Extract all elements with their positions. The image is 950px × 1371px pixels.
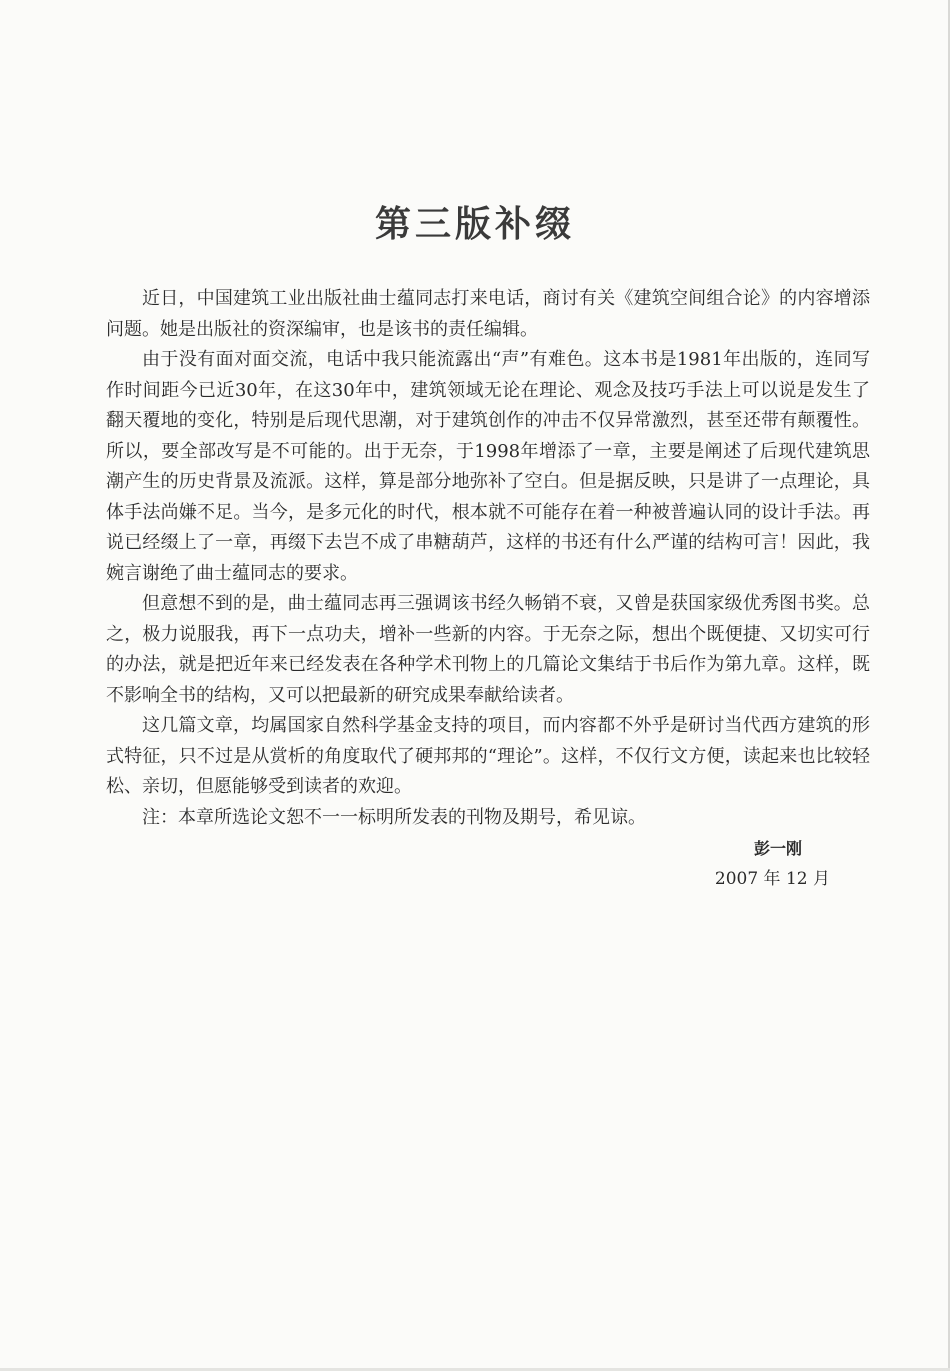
note-paragraph: 注：本章所选论文恕不一一标明所发表的刊物及期号，希见谅。 bbox=[142, 806, 646, 828]
page-title: 第三版补缀 bbox=[374, 204, 575, 245]
body-text bbox=[106, 284, 870, 833]
paragraph: 这几篇文章，均属国家自然科学基金支持的项目，而内容都不外乎是研讨当代西方建筑的形式特征，只不过是从赏析的角度取代了硬邦邦的“理论”。这样，不仅行文方便，读起来也比较轻松、亲切，但愿能够受到读者的欢迎。 bbox=[106, 715, 870, 797]
paragraph: 但意想不到的是，曲士蕴同志再三强调该书经久畅销不衰，又曾是获国家级优秀图书奖。总之，极力说服我，再下一点功夫，增补一些新的内容。于无奈之际，想出个既便捷、又切实可行的办法，就是把近年来已经发表在各种学术刊物上的几篇论文集结于书后作为第九章。这样，既不影响全书的结构，又可以把最新的研究成果奉献给读者。 bbox=[106, 593, 870, 706]
author-name: 彭一刚 bbox=[753, 839, 802, 858]
signature-block bbox=[715, 834, 830, 894]
signature-date: 2007 年 12 月 bbox=[714, 869, 830, 889]
paragraph: 由于没有面对面交流，电话中我只能流露出“声”有难色。这本书是1981年出版的，连同写作时间距今已近30年，在这30年中，建筑领域无论在理论、观念及技巧手法上可以说是发生了翻天覆地的变化，特别是后现代思潮，对于建筑创作的冲击不仅异常激烈，甚至还带有颠覆性。所以，要全部改写是不可能的。出于无奈，于1998年增添了一章，主要是阐述了后现代建筑思潮产生的历史背景及流派。这样，算是部分地弥补了空白。但是据反映，只是讲了一点理论，具体手法尚嫌不足。当今，是多元化的时代，根本就不可能存在着一种被普遍认同的设计手法。再说已经缀上了一章，再缀下去岂不成了串糖葫芦，这样的书还有什么严谨的结构可言！因此，我婉言谢绝了曲士蕴同志的要求。 bbox=[106, 349, 870, 584]
paragraph: 近日，中国建筑工业出版社曲士蕴同志打来电话，商讨有关《建筑空间组合论》的内容增添问题。她是出版社的资深编审，也是该书的责任编辑。 bbox=[106, 288, 870, 340]
